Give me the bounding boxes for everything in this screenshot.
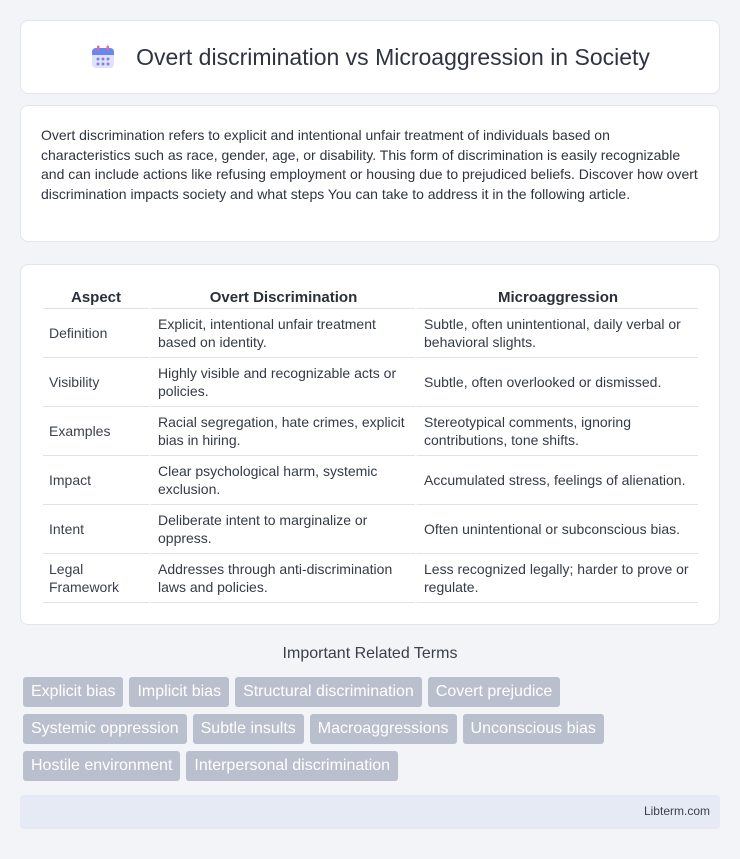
column-header-overt: Overt Discrimination [149, 287, 415, 309]
tag-systemic-oppression[interactable]: Systemic oppression [23, 714, 187, 744]
calendar-icon [90, 44, 116, 70]
table-cell: Explicit, intentional unfair treatment based on identity. [149, 309, 415, 358]
intro-card [20, 105, 720, 242]
table-row [43, 554, 698, 603]
table-cell: Deliberate intent to marginalize or oppress. [149, 505, 415, 554]
comparison-table [43, 287, 698, 603]
tag-structural-discrimination[interactable]: Structural discrimination [235, 677, 422, 707]
related-terms-list [23, 677, 723, 788]
table-row [43, 358, 698, 407]
intro-text: Overt discrimination refers to explicit and intentional unfair treatment of individuals based on characteristics such as race, gender, age, or disability. This form of discrimination is easily recognizable and can include actions like refusing employment or housing due to prejudiced beliefs. Discover how overt discrimination impacts society and what steps You can take to address it in the following article. [41, 127, 698, 202]
header [90, 44, 650, 71]
tag-explicit-bias[interactable]: Explicit bias [23, 677, 123, 707]
tag-hostile-environment[interactable]: Hostile environment [23, 751, 180, 781]
table-cell: Impact [43, 456, 149, 505]
table-cell: Highly visible and recognizable acts or policies. [149, 358, 415, 407]
table-cell: Addresses through anti-discrimination laws and policies. [149, 554, 415, 603]
table-cell: Accumulated stress, feelings of alienation. [415, 456, 698, 505]
tag-row [23, 677, 723, 707]
header-card [20, 20, 720, 94]
table-cell: Examples [43, 407, 149, 456]
footer [20, 795, 720, 829]
related-terms-title: Important Related Terms [282, 645, 458, 662]
tag-macroaggressions[interactable]: Macroaggressions [310, 714, 457, 744]
table-row [43, 309, 698, 358]
tag-covert-prejudice[interactable]: Covert prejudice [428, 677, 561, 707]
table-cell: Subtle, often overlooked or dismissed. [415, 358, 698, 407]
table-cell: Definition [43, 309, 149, 358]
column-header-micro: Microaggression [415, 287, 698, 309]
page-title: Overt discrimination vs Microaggression in Society [136, 43, 650, 70]
tag-implicit-bias[interactable]: Implicit bias [129, 677, 229, 707]
tag-interpersonal-discrimination[interactable]: Interpersonal discrimination [186, 751, 398, 781]
footer-site-link[interactable]: Libterm.com [643, 804, 710, 818]
table-row [43, 407, 698, 456]
table-cell: Often unintentional or subconscious bias. [415, 505, 698, 554]
tag-row [23, 714, 723, 744]
table-cell: Clear psychological harm, systemic exclusion. [149, 456, 415, 505]
column-header-aspect: Aspect [43, 287, 149, 309]
table-cell: Visibility [43, 358, 149, 407]
table-row [43, 456, 698, 505]
table-cell: Legal Framework [43, 554, 149, 603]
comparison-table-card [20, 264, 720, 625]
table-cell: Stereotypical comments, ignoring contributions, tone shifts. [415, 407, 698, 456]
table-row [43, 505, 698, 554]
tag-unconscious-bias[interactable]: Unconscious bias [463, 714, 604, 744]
table-cell: Racial segregation, hate crimes, explicit bias in hiring. [149, 407, 415, 456]
tag-subtle-insults[interactable]: Subtle insults [193, 714, 304, 744]
table-cell: Intent [43, 505, 149, 554]
tag-row [23, 751, 723, 781]
table-header-row [43, 287, 698, 309]
table-cell: Less recognized legally; harder to prove or regulate. [415, 554, 698, 603]
table-cell: Subtle, often unintentional, daily verbal or behavioral slights. [415, 309, 698, 358]
